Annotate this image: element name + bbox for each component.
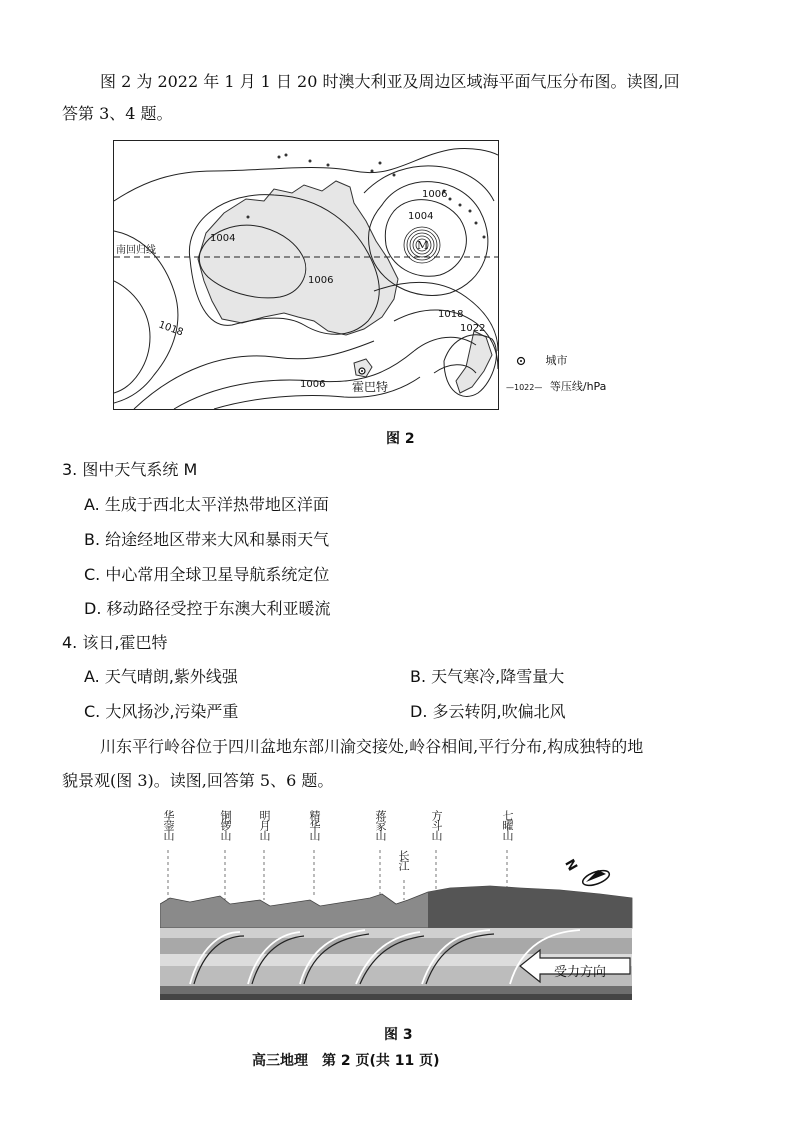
q4-option-c: C. 大风扬沙,污染严重 xyxy=(84,702,239,721)
australia-landmass xyxy=(198,181,398,335)
q3-option-a: A. 生成于西北太平洋热带地区洋面 xyxy=(84,495,329,514)
mountain-label: 精华山 xyxy=(308,810,321,840)
city-label: 霍巴特 xyxy=(352,380,389,394)
legend-city-label: 城市 xyxy=(545,354,568,367)
q3-option-c: C. 中心常用全球卫星导航系统定位 xyxy=(84,565,330,584)
city-legend-icon xyxy=(516,356,526,366)
q4-option-a: A. 天气晴朗,紫外线强 xyxy=(84,667,238,686)
isobar-label: 1006 xyxy=(422,189,448,200)
intro2-line2: 貌景观(图 3)。读图,回答第 5、6 题。 xyxy=(62,771,334,790)
intro1-line2: 答第 3、4 题。 xyxy=(62,104,173,123)
mountain-label: 华蓥山 xyxy=(162,810,175,840)
legend-city xyxy=(516,352,568,368)
north-arrow-icon xyxy=(581,868,611,889)
isobar-label: 1004 xyxy=(408,211,434,222)
isobar-label: 1006 xyxy=(300,379,326,390)
mountain-label: 明月山 xyxy=(258,810,271,840)
isobar-label: 1006 xyxy=(308,275,334,286)
page-footer: 高三地理 第 2 页(共 11 页) xyxy=(252,1053,440,1069)
pressure-map-svg xyxy=(114,141,498,409)
isobar-label: 1022 xyxy=(460,323,486,334)
mountain-label: 七曜山 xyxy=(501,810,514,840)
map-legend xyxy=(506,348,626,394)
q3-option-b: B. 给途经地区带来大风和暴雨天气 xyxy=(84,530,330,549)
mountain-label: 铜锣山 xyxy=(219,810,232,840)
pressure-map xyxy=(113,140,499,410)
legend-isobar-sample: —1022— xyxy=(506,383,543,392)
isobar-label: 1018 xyxy=(156,319,185,339)
tropic-label: 南回归线 xyxy=(116,245,156,256)
legend-isobar-label: 等压线/hPa xyxy=(549,380,607,393)
legend-isobar xyxy=(506,378,606,394)
q4-stem: 4. 该日,霍巴特 xyxy=(62,633,168,652)
q4-option-b: B. 天气寒冷,降雪量大 xyxy=(410,667,565,686)
north-label: N xyxy=(561,857,580,874)
mountain-label: 方斗山 xyxy=(430,810,443,840)
q4-option-d: D. 多云转阴,吹偏北风 xyxy=(410,702,566,721)
isobar-label: 1004 xyxy=(210,233,236,244)
system-m-label: M xyxy=(417,239,429,252)
intro2-line1: 川东平行岭谷位于四川盆地东部川渝交接处,岭谷相间,平行分布,构成独特的地 xyxy=(100,737,644,756)
figure2-caption: 图 2 xyxy=(386,431,415,447)
force-direction-label: 受力方向 xyxy=(554,965,607,980)
q3-stem: 3. 图中天气系统 M xyxy=(62,460,198,479)
ridge-valley-diagram xyxy=(160,808,636,1008)
q3-option-d: D. 移动路径受控于东澳大利亚暖流 xyxy=(84,599,331,618)
isobar-label: 1018 xyxy=(438,309,464,320)
mountain-label: 蒋家山 xyxy=(374,810,387,840)
intro1-line1: 图 2 为 2022 年 1 月 1 日 20 时澳大利亚及周边区域海平面气压分布图。读图,回 xyxy=(100,72,680,91)
figure3-caption: 图 3 xyxy=(384,1027,413,1043)
river-label: 长江 xyxy=(397,850,410,870)
